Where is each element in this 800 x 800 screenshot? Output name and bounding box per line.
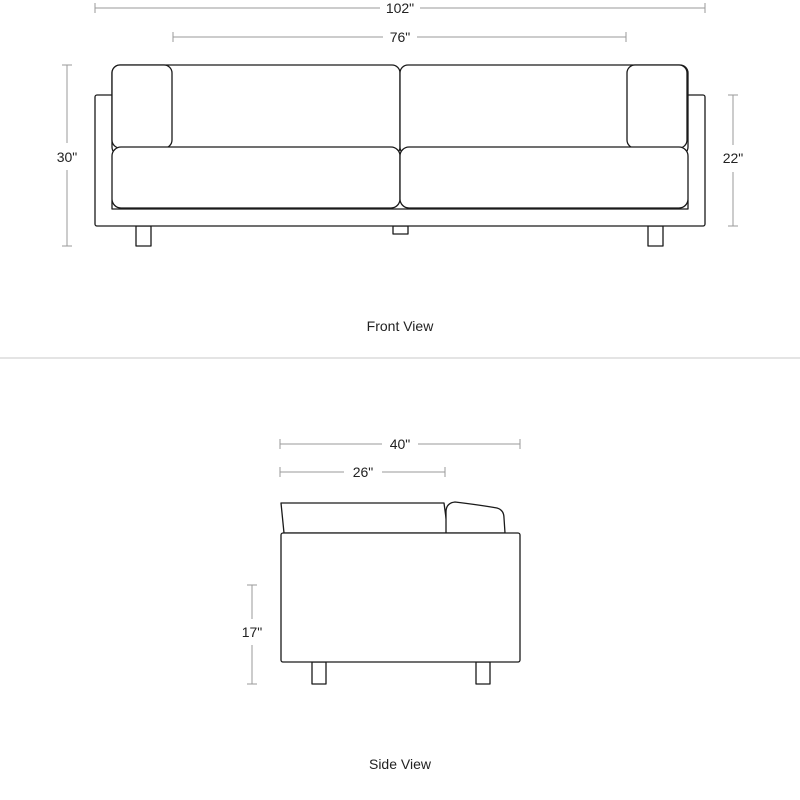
seat-height-dimension	[242, 585, 263, 684]
side-seat-cushion	[281, 503, 448, 533]
seat-depth-dimension	[280, 464, 445, 480]
seat-cushion-right	[400, 147, 688, 208]
seat-depth-label: 26"	[352, 464, 374, 480]
front-view-title: Front View	[366, 318, 434, 334]
seat-cushion-left	[112, 147, 400, 208]
front-view	[57, 0, 744, 334]
front-left-leg	[136, 226, 151, 246]
overall-width-dimension	[95, 0, 705, 16]
front-right-leg	[648, 226, 663, 246]
overall-height-dimension	[57, 65, 78, 246]
side-view-title: Side View	[368, 756, 432, 772]
side-view	[242, 436, 520, 772]
side-body	[281, 533, 520, 662]
side-back-cushion	[446, 502, 505, 533]
arm-height-dimension	[723, 95, 744, 226]
side-back-leg	[476, 662, 490, 684]
seat-height-label: 17"	[241, 624, 263, 640]
arm-height-label: 22"	[722, 150, 744, 166]
pillow-left	[112, 65, 172, 148]
pillow-right	[627, 65, 687, 148]
overall-depth-label: 40"	[389, 436, 411, 452]
overall-depth-dimension	[280, 436, 520, 452]
front-center-leg	[393, 226, 408, 234]
seat-width-label: 76"	[389, 29, 411, 45]
overall-width-label: 102"	[385, 0, 415, 16]
seat-width-dimension	[173, 29, 626, 45]
overall-height-label: 30"	[56, 149, 78, 165]
side-front-leg	[312, 662, 326, 684]
